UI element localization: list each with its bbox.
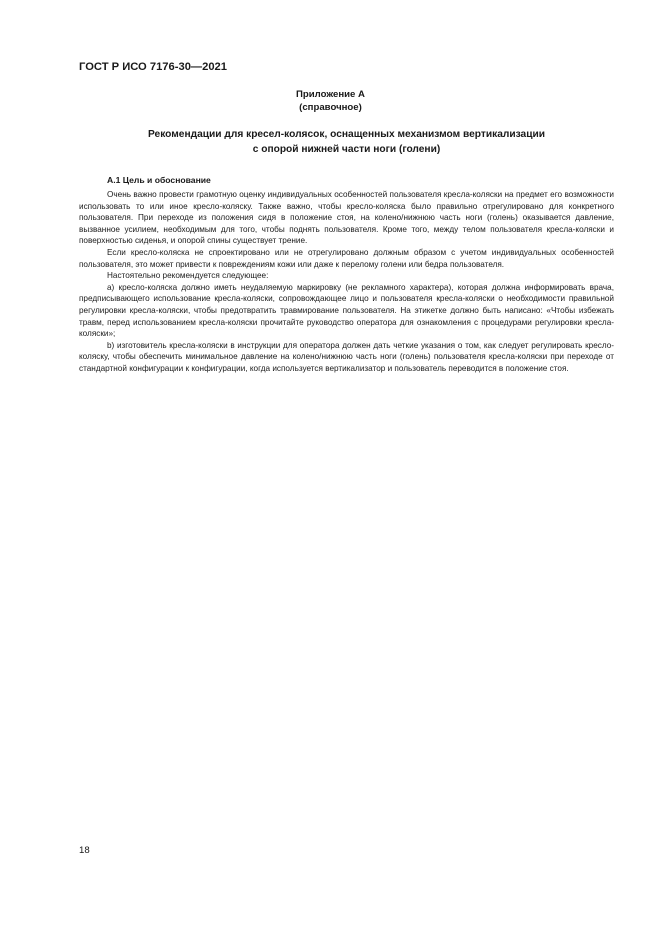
page-number: 18 (79, 845, 90, 856)
main-title (79, 128, 614, 157)
paragraph-risk: Если кресло-коляска не спроектировано или не отрегулировано должным образом с учетом индивидуальных особенностей пользователя, это может привести к повреждениям кожи или даже к перелому голени или бедра пользователя. (79, 248, 614, 269)
section-content (79, 175, 614, 375)
main-title-line-1: Рекомендации для кресел-колясок, оснащенных механизмом вертикализации (148, 129, 545, 140)
paragraph-recommendation-lead: Настоятельно рекомендуется следующее: (107, 271, 269, 281)
list-item-b: b) изготовитель кресла-коляски в инструкции для оператора должен дать четкие указания о том, как следует регулировать кресло-коляску, чтобы обеспечить минимальное давление на колено/нижнюю часть ноги (голень) пользователя кресла-коляски при переходе от стандартной конфигурации к конфигурации, когда используется вертикализатор и пользователь переводится в положение стоя. (79, 340, 614, 373)
annex-subtitle: (справочное) (299, 101, 362, 113)
document-header: ГОСТ Р ИСО 7176-30—2021 (79, 61, 227, 73)
list-item-a: a) кресло-коляска должно иметь неудаляемую маркировку (не рекламного характера), которая должна информировать врача, предписывающего использование кресла-коляски, сопровождающее лицо и пользователя кресла-коляски о необходимости правильной регулировки кресла-коляски, чтобы предотвратить травмирование пользователя. На этикетке должно быть написано: «Чтобы избежать травм, перед использованием кресла-коляски прочитайте руководство оператора для ознакомления с процедурами регулировки кресла-коляски»; (79, 282, 614, 339)
section-heading: А.1 Цель и обоснование (107, 175, 211, 185)
paragraph-intro: Очень важно провести грамотную оценку индивидуальных особенностей пользователя кресла-коляски на предмет его возможности использовать то или иное кресло-коляску. Также важно, чтобы кресло-коляска было правильно отрегулировано для конкретного пользователя. При переходе из положения сидя в положение стоя, на колено/нижнюю часть ноги (голень) оказывается давление, вызванное усилием, необходимым для того, чтобы поднять пользователя. Кроме того, между телом пользователя кресла-коляски и поверхностью сиденья, и опорой спины существует трение. (79, 190, 614, 246)
main-title-line-2: с опорой нижней части ноги (голени) (252, 143, 441, 155)
annex-title: Приложение А (296, 89, 365, 100)
annex-heading (0, 89, 661, 114)
